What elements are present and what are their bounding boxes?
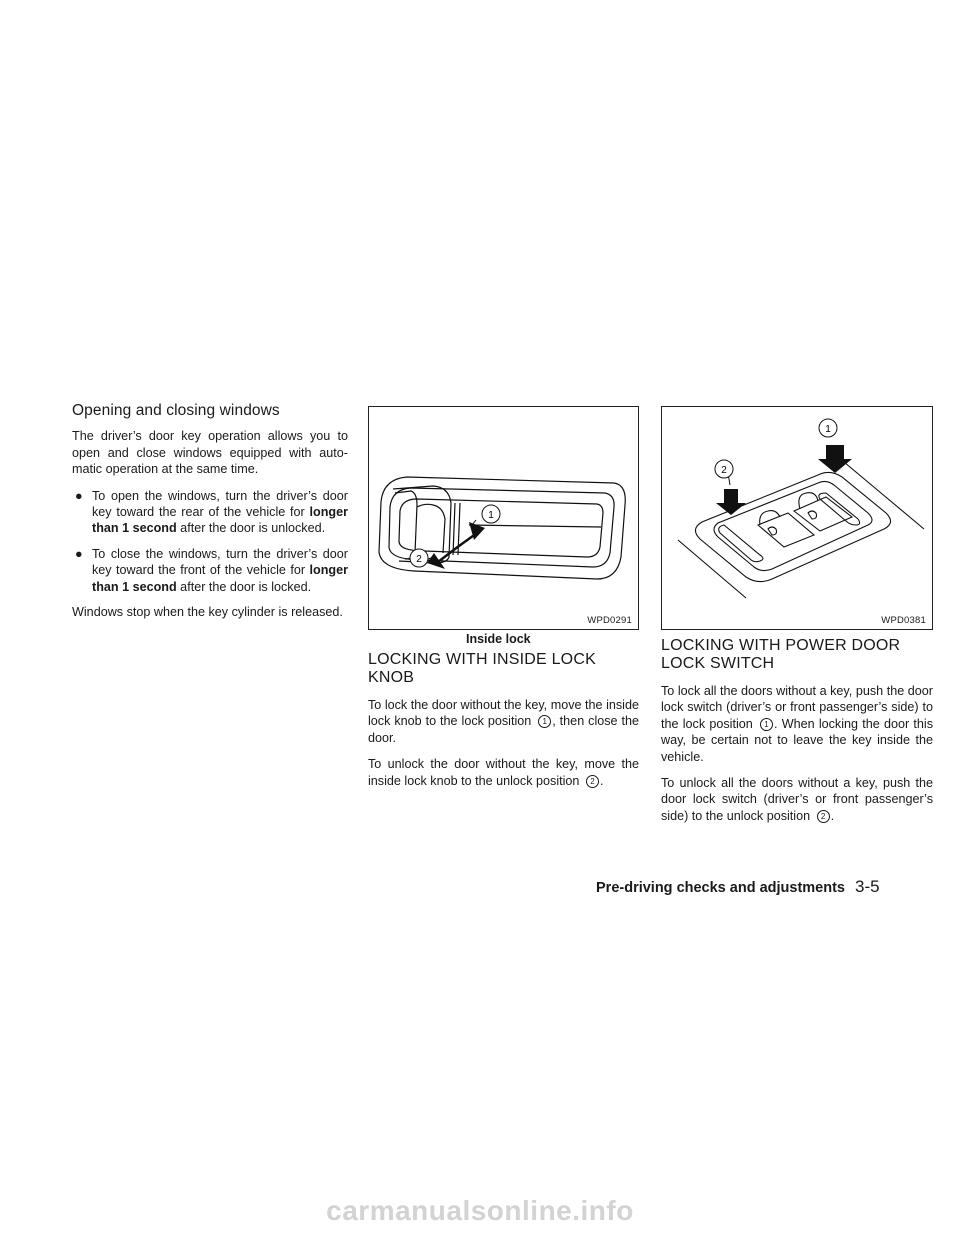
bullet-item-open: ● To open the windows, turn the driver’s door key toward the rear of the vehicle for longer than 1 second after the door is unlocked. bbox=[75, 488, 348, 536]
unlock-paragraph: To unlock the door without the key, move the inside lock knob to the unlock position 2 . bbox=[368, 757, 639, 788]
column-power-lock bbox=[661, 637, 933, 834]
marker-1-label: 1 bbox=[825, 424, 831, 435]
section-heading-windows: Opening and closing windows bbox=[72, 402, 280, 419]
bullet-icon: ● bbox=[75, 546, 83, 561]
lock-paragraph: To lock all the doors without a key, push the door lock switch (driver’s or front passenger’s side) to the lock position 1 . When locking the door this way, be certain not to leave the key inside the vehicle. bbox=[661, 684, 934, 764]
column-inside-lock bbox=[368, 651, 639, 799]
figure-caption: Inside lock bbox=[466, 632, 531, 646]
marker-2-label: 2 bbox=[416, 554, 422, 565]
power-lock-switch-illustration bbox=[662, 407, 932, 629]
bullet-icon: ● bbox=[75, 488, 83, 503]
page-footer bbox=[596, 877, 880, 897]
marker-2-icon: 2 bbox=[586, 775, 599, 788]
marker-2-icon: 2 bbox=[817, 810, 830, 823]
column-window-operation bbox=[72, 403, 348, 630]
bullet-item-close: ● To close the windows, turn the driver’s door key toward the front of the vehicle for longer than 1 second after the door is locked. bbox=[75, 546, 348, 594]
page-number: 3-5 bbox=[855, 877, 880, 896]
intro-paragraph: The driver’s door key operation allows you to open and close windows equipped with auto-matic operation at the same time. bbox=[72, 429, 348, 477]
watermark: carmanualsonline.info bbox=[326, 1195, 634, 1226]
inside-lock-illustration bbox=[369, 407, 638, 629]
unlock-paragraph: To unlock all the doors without a key, push the door lock switch (driver’s or front passenger’s side) to the unlock position 2 . bbox=[661, 776, 933, 823]
lock-paragraph: To lock the door without the key, move the inside lock knob to the lock position 1 , then close the door. bbox=[368, 698, 640, 745]
marker-1-label: 1 bbox=[488, 510, 494, 521]
figure-inside-lock bbox=[368, 406, 639, 630]
figure-code: WPD0291 bbox=[587, 615, 632, 626]
section-heading-power-lock: LOCKING WITH POWER DOOR LOCK SWITCH bbox=[661, 637, 901, 672]
marker-1-icon: 1 bbox=[760, 718, 773, 731]
figure-power-lock-switch bbox=[661, 406, 933, 630]
marker-2-label: 2 bbox=[721, 465, 727, 476]
closing-paragraph: Windows stop when the key cylinder is released. bbox=[72, 605, 343, 620]
footer-section-title: Pre-driving checks and adjustments bbox=[596, 880, 845, 896]
figure-code: WPD0381 bbox=[881, 615, 926, 626]
section-heading-inside-lock: LOCKING WITH INSIDE LOCK KNOB bbox=[368, 651, 596, 686]
marker-1-icon: 1 bbox=[538, 715, 551, 728]
